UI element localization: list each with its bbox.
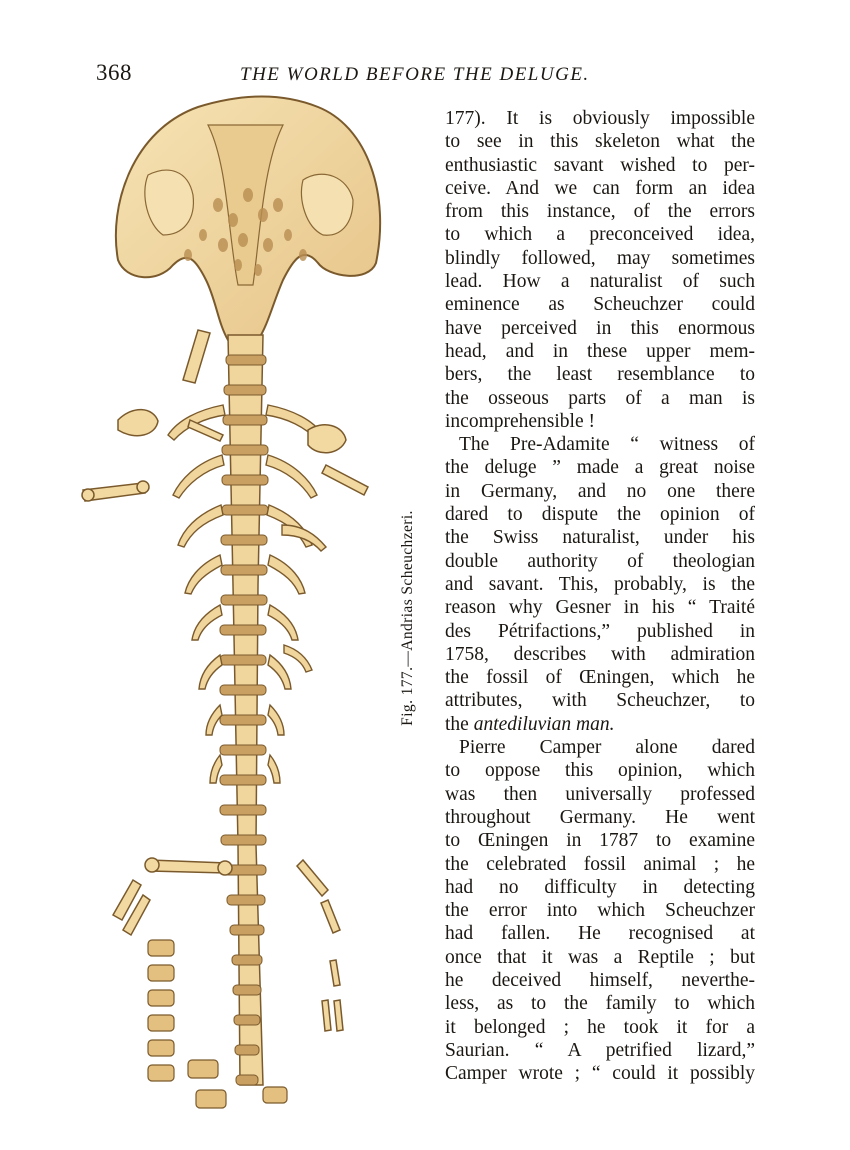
text-line: the osseous parts of a man is (445, 387, 755, 409)
body-text (445, 107, 755, 1085)
text-line: from this instance, of the errors (445, 201, 755, 223)
text-line: eminence as Scheuchzer could (445, 294, 755, 316)
text-line: was then universally professed (445, 783, 755, 805)
text-line: des Pétrifactions,” published in (445, 620, 755, 642)
skeleton-illustration (78, 85, 418, 1120)
text-line: throughout Germany. He went (445, 806, 755, 828)
skull (116, 97, 380, 341)
text-line: had no difficulty in detecting (445, 876, 755, 898)
text-line: double authority of theologian (445, 550, 755, 572)
caption-dash: — (399, 650, 416, 667)
text-line (445, 713, 755, 736)
text-line: to oppose this opinion, which (445, 760, 755, 782)
text-line: dared to dispute the opinion of (445, 504, 755, 526)
text-line: Camper wrote ; “ could it possibly (445, 1063, 755, 1085)
text-line: The Pre-Adamite “ witness of (459, 434, 755, 456)
text-line: attributes, with Scheuchzer, to (445, 690, 755, 712)
text-line: it belonged ; he took it for a (445, 1016, 755, 1038)
text-line: the deluge ” made a great noise (445, 457, 755, 479)
text-line: the error into which Scheuchzer (445, 900, 755, 922)
vertebral-column (220, 335, 268, 1085)
text-line: reason why Gesner in his “ Traité (445, 597, 755, 619)
text-line: once that it was a Reptile ; but (445, 946, 755, 968)
text-line: bers, the least resemblance to (445, 364, 755, 386)
text-line: to see in this skeleton what the (445, 131, 755, 153)
text-line: the celebrated fossil animal ; he (445, 853, 755, 875)
scattered-vertebrae (148, 940, 287, 1108)
text-fragment: the (445, 713, 469, 735)
text-line: to which a preconceived idea, (445, 224, 755, 246)
figure-title: Andrias Scheuchzeri. (399, 510, 416, 651)
fossil-skeleton-drawing (78, 85, 418, 1120)
text-line: blindly followed, may sometimes (445, 247, 755, 269)
text-line: less, as to the family to which (445, 993, 755, 1015)
text-line: lead. How a naturalist of such (445, 271, 755, 293)
text-line: head, and in these upper mem- (445, 340, 755, 362)
text-line: Saurian. “ A petrified lizard,” (445, 1039, 755, 1061)
figure-caption (399, 510, 418, 726)
figure-number: Fig. 177. (399, 666, 416, 726)
text-line: incomprehensible ! (445, 410, 595, 432)
text-line: the fossil of Œningen, which he (445, 667, 755, 689)
text-line: the Swiss naturalist, under his (445, 527, 755, 549)
text-line: enthusiastic savant wished to per- (445, 154, 755, 176)
text-line: 1758, describes with admiration (445, 643, 755, 665)
text-line: he deceived himself, neverthe- (445, 969, 755, 991)
page-number: 368 (96, 60, 132, 85)
running-title: THE WORLD BEFORE THE DELUGE. (240, 64, 590, 85)
text-line: have perceived in this enormous (445, 317, 755, 339)
text-line: in Germany, and no one there (445, 480, 755, 502)
text-line: had fallen. He recognised at (445, 923, 755, 945)
text-line: ceive. And we can form an idea (445, 177, 755, 199)
text-line: to Œningen in 1787 to examine (445, 830, 755, 852)
text-line: and savant. This, probably, is the (445, 573, 755, 595)
text-line: 177). It is obviously impossible (445, 108, 755, 129)
text-line: Pierre Camper alone dared (459, 737, 755, 759)
italic-phrase: antediluvian man. (473, 713, 615, 735)
